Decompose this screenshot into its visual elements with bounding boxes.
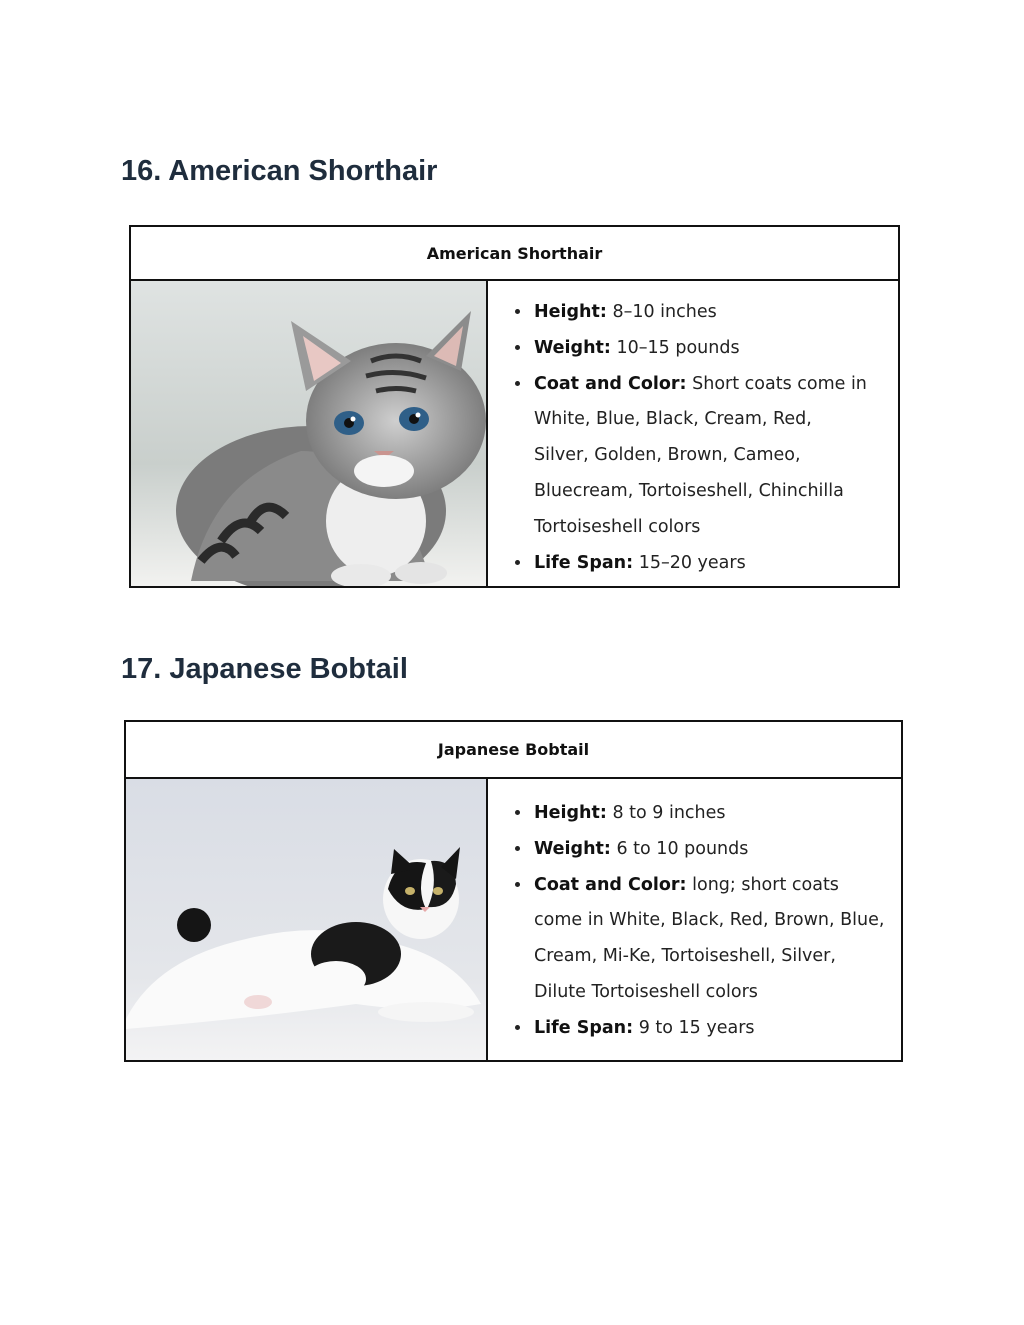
fact-label: Height:: [534, 302, 607, 322]
facts-panel: [488, 281, 898, 586]
fact-life-span: [532, 546, 888, 582]
fact-value: 10–15 pounds: [616, 337, 740, 358]
fact-label: Life Span:: [534, 552, 634, 573]
fact-coat-color: [532, 367, 888, 546]
fact-label: Weight:: [534, 337, 611, 358]
fact-label: Coat and Color:: [534, 373, 687, 394]
fact-value: long; short coats come in White, Black, Red, Brown, Blue, Cream, Mi-Ke, Tortoiseshell, Silver, Dilute Tortoiseshell colors: [534, 874, 885, 1002]
fact-value: 8–10 inches: [612, 302, 717, 322]
fact-weight: [532, 832, 891, 868]
facts-panel: [488, 779, 901, 1060]
card-title: Japanese Bobtail: [126, 722, 901, 779]
section-heading-japanese-bobtail: 17. Japanese Bobtail: [121, 653, 408, 685]
fact-value: 15–20 years: [638, 552, 746, 573]
fact-label: Weight:: [534, 838, 611, 859]
fact-value: Short coats come in White, Blue, Black, Cream, Red, Silver, Golden, Brown, Cameo, Bluecream, Tortoiseshell, Chinchilla Tortoiseshell colors: [534, 373, 867, 537]
facts-list: [512, 796, 891, 1047]
section-heading-american-shorthair: 16. American Shorthair: [121, 155, 438, 187]
fact-label: Coat and Color:: [534, 874, 687, 895]
bobtail-cat-photo: [126, 779, 488, 1060]
fact-coat-color: [532, 868, 891, 1011]
fact-weight: [532, 331, 888, 367]
fact-height: [532, 796, 891, 832]
fact-value: 8 to 9 inches: [612, 803, 726, 823]
facts-list: [512, 295, 888, 581]
card-title: American Shorthair: [131, 227, 898, 281]
fact-value: 6 to 10 pounds: [616, 838, 749, 859]
breed-card-american-shorthair: [129, 225, 900, 588]
fact-height: [532, 295, 888, 331]
breed-card-japanese-bobtail: [124, 720, 903, 1062]
fact-label: Life Span:: [534, 1017, 634, 1038]
fact-label: Height:: [534, 803, 607, 823]
tabby-kitten-photo: [131, 281, 488, 586]
fact-value: 9 to 15 years: [638, 1017, 755, 1038]
fact-life-span: [532, 1011, 891, 1047]
